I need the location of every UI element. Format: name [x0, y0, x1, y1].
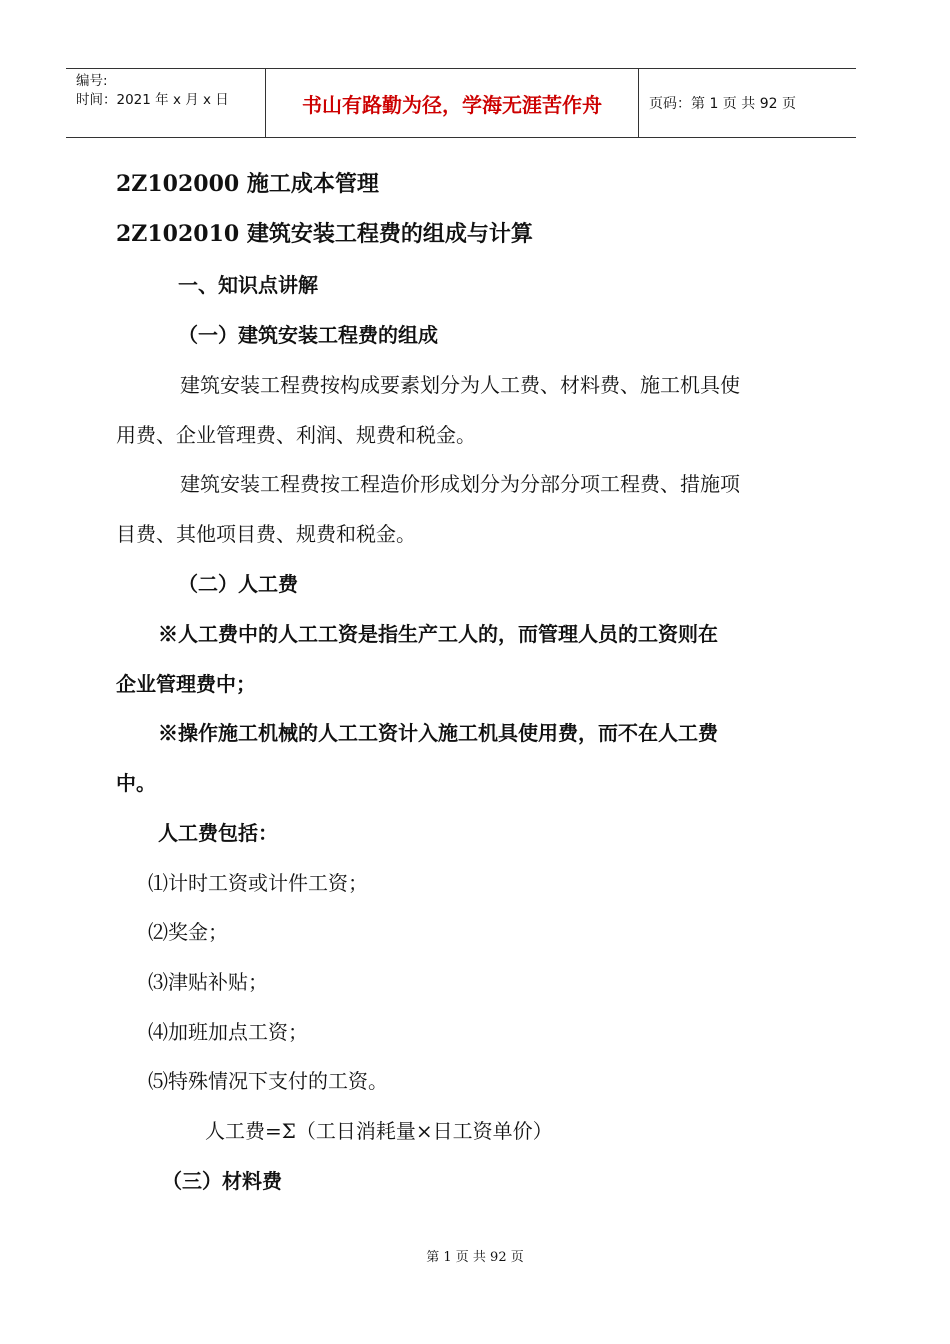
list-item: ⑵奖金； [148, 920, 228, 944]
part-heading: 一、知识点讲解 [178, 273, 318, 297]
paragraph-2-line-1: 建筑安装工程费按工程造价形成划分为分部分项工程费、措施项 [180, 472, 740, 496]
list-item: ⑶津贴补贴； [148, 970, 268, 994]
note-2-line-1: ※操作施工机械的人工工资计入施工机具使用费，而不在人工费 [158, 721, 718, 745]
list-item: ⑷加班加点工资； [148, 1020, 308, 1044]
number-label: 编号: [76, 73, 108, 89]
paragraph-2-line-2: 目费、其他项目费、规费和税金。 [116, 522, 416, 546]
note-1-line-2: 企业管理费中； [116, 672, 256, 696]
header-motto: 书山有路勤为径，学海无涯苦作舟 [266, 69, 639, 137]
header-meta [66, 69, 266, 137]
formula: 人工费=Σ（工日消耗量×日工资单价） [205, 1119, 553, 1143]
page-footer: 第 1 页 共 92 页 [426, 1250, 524, 1265]
section-title: 2Z102000 施工成本管理 [116, 171, 379, 197]
header-page-info: 页码：第 1 页 共 92 页 [649, 96, 796, 112]
paragraph-1-line-1: 建筑安装工程费按构成要素划分为人工费、材料费、施工机具使 [180, 373, 740, 397]
paragraph-1-line-2: 用费、企业管理费、利润、规费和税金。 [116, 423, 476, 447]
note-1-line-1: ※人工费中的人工工资是指生产工人的，而管理人员的工资则在 [158, 622, 718, 646]
list-item: ⑴计时工资或计件工资； [148, 871, 368, 895]
list-item: ⑸特殊情况下支付的工资。 [148, 1069, 388, 1093]
document-header [66, 68, 856, 138]
note-2-line-2: 中。 [116, 771, 156, 795]
time-label: 时间：2021 年 x 月 x 日 [76, 92, 229, 108]
includes-heading: 人工费包括： [158, 821, 278, 845]
item3-heading: （三）材料费 [162, 1169, 282, 1193]
item1-heading: （一）建筑安装工程费的组成 [178, 323, 438, 347]
item2-heading: （二）人工费 [178, 572, 298, 596]
subsection-title: 2Z102010 建筑安装工程费的组成与计算 [116, 221, 533, 247]
